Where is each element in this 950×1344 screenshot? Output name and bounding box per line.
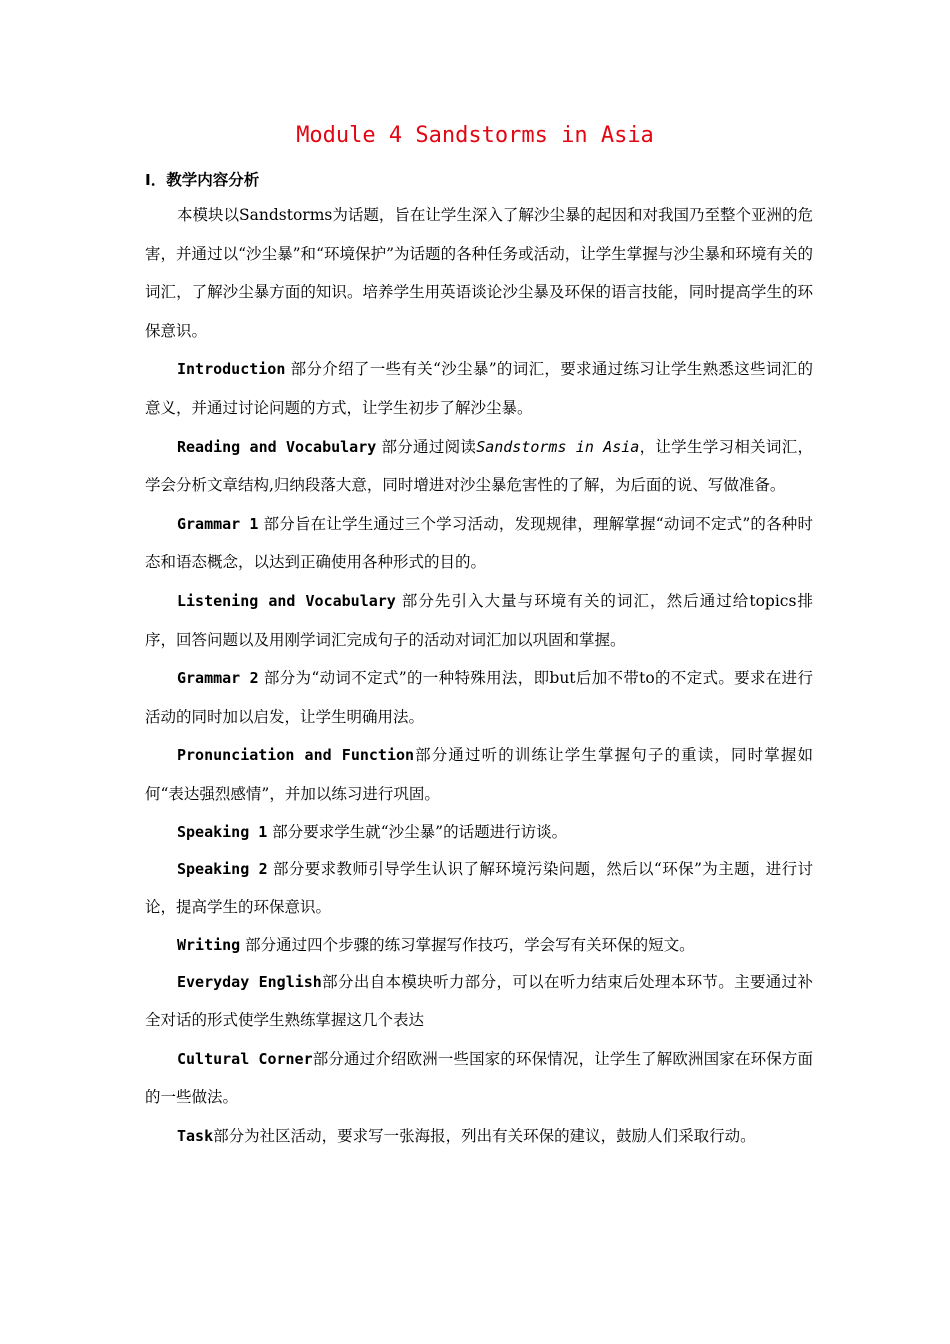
paragraph-lead: Listening and Vocabulary bbox=[177, 591, 396, 610]
paragraph-text: ，让学生学习相关词汇，学会分析文章结构,归纳段落大意，同时增进对沙尘暴危害性的了解，为后面的说、写做准备。 bbox=[145, 437, 813, 495]
paragraph-text: 部分要求教师引导学生认识了解环境污染问题，然后以“环保”为主题，进行讨论，提高学生的环保意识。 bbox=[145, 859, 813, 917]
paragraph-reading bbox=[145, 428, 813, 505]
paragraph-text-pre: 部分通过阅读 bbox=[376, 437, 477, 456]
paragraph-text: 部分要求学生就“沙尘暴”的话题进行访谈。 bbox=[267, 822, 568, 841]
paragraph-cultural-corner bbox=[145, 1040, 813, 1117]
paragraph-speaking-1 bbox=[145, 814, 813, 850]
paragraph-lead: Speaking 2 bbox=[177, 859, 268, 878]
paragraph-text: 部分为社区活动，要求写一张海报，列出有关环保的建议，鼓励人们采取行动。 bbox=[213, 1127, 756, 1146]
paragraph-lead: Reading and Vocabulary bbox=[177, 437, 377, 456]
section-heading: I．教学内容分析 bbox=[145, 171, 260, 189]
paragraph-text: 部分出自本模块听力部分，可以在听力结束后处理本环节。主要通过补全对话的形式使学生熟练掌握这几个表达 bbox=[145, 972, 813, 1030]
document-title: Module 4 Sandstorms in Asia bbox=[296, 123, 654, 148]
paragraph-lead: Pronunciation and Function bbox=[177, 746, 415, 765]
paragraph-task bbox=[145, 1117, 813, 1156]
paragraph-pronunciation bbox=[145, 736, 813, 813]
paragraph-speaking-2 bbox=[145, 850, 813, 927]
paragraph-introduction bbox=[145, 350, 813, 427]
paragraph-grammar-2 bbox=[145, 659, 813, 736]
paragraph-lead: Speaking 1 bbox=[177, 822, 268, 841]
paragraph-italic-title: Sandstorms in Asia bbox=[476, 437, 640, 456]
paragraph-lead: Everyday English bbox=[177, 972, 322, 991]
paragraph-lead: Writing bbox=[177, 935, 241, 954]
paragraph-listening bbox=[145, 582, 813, 659]
paragraph-text: 部分为“动词不定式”的一种特殊用法，即but后加不带to的不定式。要求在进行活动的同时加以启发，让学生明确用法。 bbox=[145, 669, 813, 726]
document-body bbox=[145, 196, 813, 1156]
paragraph-text: 部分通过四个步骤的练习掌握写作技巧，学会写有关环保的短文。 bbox=[240, 935, 695, 954]
paragraph-lead: Grammar 2 bbox=[177, 669, 259, 688]
paragraph-text: 部分旨在让学生通过三个学习活动，发现规律，理解掌握“动词不定式”的各种时态和语态概念，以达到正确使用各种形式的目的。 bbox=[145, 514, 813, 572]
paragraph-lead: Introduction bbox=[177, 360, 286, 379]
paragraph-lead: Task bbox=[177, 1127, 214, 1146]
paragraph-lead: Cultural Corner bbox=[177, 1049, 313, 1068]
paragraph-grammar-1 bbox=[145, 505, 813, 582]
paragraph-everyday-english bbox=[145, 963, 813, 1040]
paragraph-writing bbox=[145, 927, 813, 963]
paragraph-lead: Grammar 1 bbox=[177, 514, 259, 533]
paragraph-text: 部分先引入大量与环境有关的词汇，然后通过给topics排序，回答问题以及用刚学词汇完成句子的活动对词汇加以巩固和掌握。 bbox=[145, 591, 813, 649]
paragraph-text: 本模块以Sandstorms为话题，旨在让学生深入了解沙尘暴的起因和对我国乃至整个亚洲的危害，并通过以“沙尘暴”和“环境保护”为话题的各种任务或活动，让学生掌握与沙尘暴和环境有关的词汇，了解沙尘暴方面的知识。培养学生用英语谈论沙尘暴及环保的语言技能，同时提高学生的环保意识。 bbox=[145, 206, 813, 340]
paragraph-intro bbox=[145, 196, 813, 350]
paragraph-text: 部分通过介绍欧洲一些国家的环保情况，让学生了解欧洲国家在环保方面的一些做法。 bbox=[145, 1049, 813, 1107]
paragraph-text: 部分通过听的训练让学生掌握句子的重读，同时掌握如何“表达强烈感情”，并加以练习进行巩固。 bbox=[145, 746, 813, 803]
paragraph-text: 部分介绍了一些有关“沙尘暴”的词汇，要求通过练习让学生熟悉这些词汇的意义，并通过讨论问题的方式，让学生初步了解沙尘暴。 bbox=[145, 360, 813, 417]
